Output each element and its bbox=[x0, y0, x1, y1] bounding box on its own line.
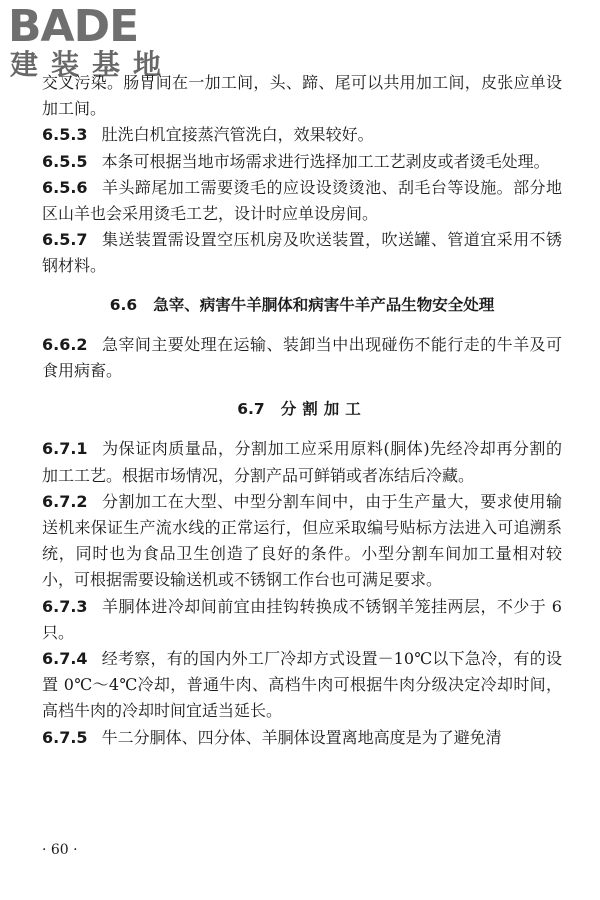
clause-text: 急宰间主要处理在运输、装卸当中出现碰伤不能行走的牛羊及可食用病畜。 bbox=[42, 334, 562, 381]
clause-text: 肚洗白机宜接蒸汽管洗白，效果较好。 bbox=[101, 125, 374, 145]
clause-text: 牛二分胴体、四分体、羊胴体设置离地高度是为了避免清 bbox=[101, 727, 502, 747]
clause-text: 为保证肉质量品，分割加工应采用原料(胴体)先经冷却再分割的加工工艺。根据市场情况，分割产品可鲜销或者冻结后冷藏。 bbox=[42, 439, 562, 485]
clause-number: 6.5.3 bbox=[42, 125, 88, 145]
clause-number: 6.7.4 bbox=[42, 649, 88, 669]
clause-6-7-4 bbox=[42, 646, 562, 725]
clause-6-7-2 bbox=[42, 489, 562, 594]
logo-wordmark: BADE bbox=[8, 1, 139, 52]
clause-number: 6.7.1 bbox=[42, 439, 88, 459]
clause-number: 6.7.3 bbox=[42, 596, 88, 616]
clause-number: 6.5.5 bbox=[42, 151, 88, 171]
clause-text: 分割加工在大型、中型分割车间中，由于生产量大，要求使用输送机来保证生产流水线的正常运行，但应采取编号贴标方法进入可追溯系统，同时也为食品卫生创造了良好的条件。小型分割车间加工量相对较小，可根据需要设输送机或不锈钢工作台也可满足要求。 bbox=[42, 491, 562, 590]
clause-6-5-3 bbox=[42, 122, 562, 148]
clause-6-7-5 bbox=[42, 725, 562, 751]
clause-text: 羊头蹄尾加工需要烫毛的应设设烫烫池、刮毛台等设施。部分地区山羊也会采用烫毛工艺，设计时应单设房间。 bbox=[42, 177, 562, 224]
clause-number: 6.6.2 bbox=[42, 334, 88, 354]
section-title: 急宰、病害牛羊胴体和病害牛羊产品生物安全处理 bbox=[153, 295, 495, 314]
paragraph-text: 交叉污染。肠胃间在一加工间，头、蹄、尾可以共用加工间，皮张应单设加工间。 bbox=[42, 73, 562, 119]
clause-6-5-6 bbox=[42, 175, 562, 227]
section-heading-6-7 bbox=[42, 396, 562, 422]
section-number: 6.7 bbox=[237, 400, 265, 419]
clause-6-5-7 bbox=[42, 227, 562, 279]
clause-text: 羊胴体进冷却间前宜由挂钩转换成不锈钢羊笼挂两层，不少于 6 只。 bbox=[42, 596, 562, 642]
clause-number: 6.5.7 bbox=[42, 230, 88, 250]
clause-6-5-5 bbox=[42, 149, 562, 175]
page-number: · 60 · bbox=[42, 842, 78, 858]
clause-6-7-1 bbox=[42, 436, 562, 488]
clause-number: 6.5.6 bbox=[42, 177, 88, 197]
clause-6-7-3 bbox=[42, 594, 562, 646]
section-title: 分割加工 bbox=[280, 400, 367, 419]
paragraph-continuation bbox=[42, 70, 562, 122]
clause-text: 集送装置需设置空压机房及吹送装置，吹送罐、管道宜采用不锈钢材料。 bbox=[42, 230, 562, 276]
clause-6-6-2 bbox=[42, 332, 562, 384]
clause-number: 6.7.2 bbox=[42, 491, 88, 511]
clause-text: 本条可根据当地市场需求进行选择加工工艺剥皮或者烫毛处理。 bbox=[101, 151, 550, 171]
section-heading-6-6 bbox=[42, 292, 562, 318]
logo-chinese-text: 建装基地 bbox=[10, 48, 175, 81]
document-body bbox=[42, 70, 562, 751]
clause-text: 经考察，有的国内外工厂冷却方式设置－10℃以下急冷，有的设置 0℃～4℃冷却，普通牛肉、高档牛肉可根据牛肉分级决定冷却时间，高档牛肉的冷却时间宜适当延长。 bbox=[42, 649, 562, 721]
section-number: 6.6 bbox=[109, 295, 138, 314]
clause-number: 6.7.5 bbox=[42, 727, 88, 747]
